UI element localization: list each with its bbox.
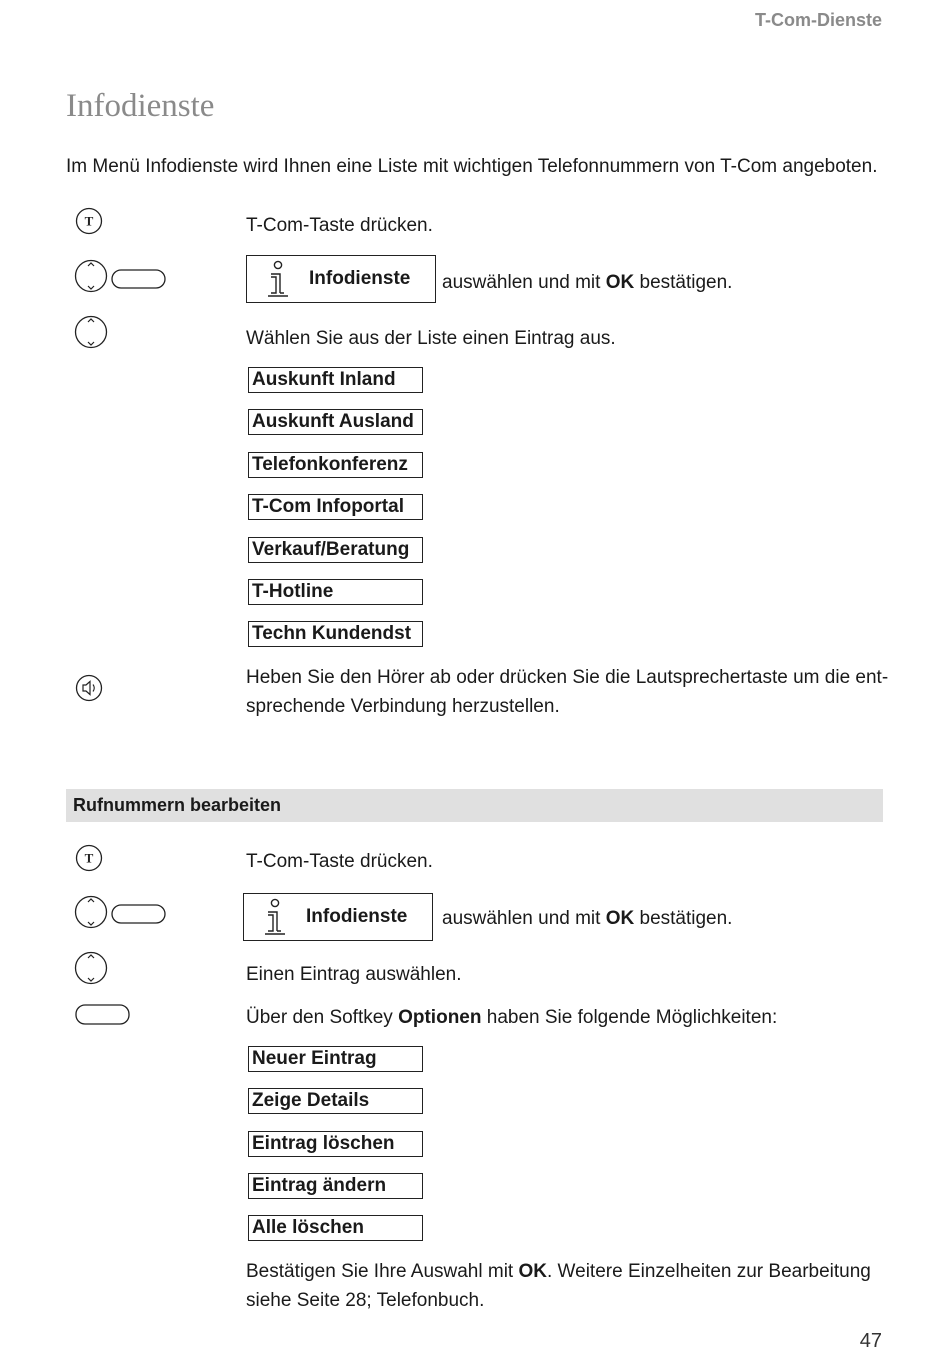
step-handset: Heben Sie den Hörer ab oder drücken Sie die Lautsprechertaste um die ent- sprechende Verbindung herzustellen.	[246, 667, 889, 717]
step-tcom-key: T-Com-Taste drücken.	[246, 215, 433, 236]
menu-item: Verkauf/Beratung	[248, 537, 423, 563]
menu-item: T-Com Infoportal	[248, 494, 423, 520]
display-infodienste	[246, 255, 436, 303]
step-tcom-key: T-Com-Taste drücken.	[246, 851, 433, 872]
option-item: Neuer Eintrag	[248, 1046, 423, 1072]
tcom-key-icon	[75, 844, 103, 872]
nav-key-icon	[75, 316, 109, 350]
nav-key-icon	[75, 952, 109, 986]
tcom-key-icon	[75, 207, 103, 235]
menu-item: Auskunft Ausland	[248, 409, 423, 435]
info-icon	[263, 898, 287, 936]
page-title: Infodienste	[66, 88, 215, 124]
section-heading-band	[66, 789, 883, 822]
menu-item: T-Hotline	[248, 579, 423, 605]
option-item: Alle löschen	[248, 1215, 423, 1241]
nav-key-icon	[75, 260, 167, 294]
display-infodienste	[243, 893, 433, 941]
speaker-key-icon	[75, 674, 103, 702]
running-head: T-Com-Dienste	[754, 10, 882, 30]
menu-item: Techn Kundendst	[248, 621, 423, 647]
option-item: Eintrag ändern	[248, 1173, 423, 1199]
menu-item: Auskunft Inland	[248, 367, 423, 393]
intro-text: Im Menü Infodienste wird Ihnen eine Liste mit wichtigen Telefonnummern von T-Com angeboten.	[66, 156, 878, 177]
menu-item: Telefonkonferenz	[248, 452, 423, 478]
page-number: 47	[859, 1330, 882, 1352]
step-select-confirm: auswählen und mit OK bestätigen.	[442, 908, 733, 929]
softkey-icon	[75, 1004, 131, 1026]
display-label: Infodienste	[309, 268, 411, 289]
display-label: Infodienste	[306, 906, 408, 927]
section-heading: Rufnummern bearbeiten	[73, 795, 282, 815]
option-item: Zeige Details	[248, 1088, 423, 1114]
step-choose-entry: Einen Eintrag auswählen.	[246, 964, 462, 985]
step-softkey-options: Über den Softkey Optionen haben Sie folgende Möglichkeiten:	[246, 1007, 778, 1028]
step-select-confirm: auswählen und mit OK bestätigen.	[442, 272, 733, 293]
step-choose-entry: Wählen Sie aus der Liste einen Eintrag aus.	[246, 328, 616, 349]
nav-key-icon	[75, 896, 167, 930]
svg-text:T: T	[84, 213, 94, 229]
svg-text:T: T	[84, 850, 94, 866]
option-item: Eintrag löschen	[248, 1131, 423, 1157]
step-confirm-selection: Bestätigen Sie Ihre Auswahl mit OK. Weitere Einzelheiten zur Bearbeitung siehe Seite 28; Telefonbuch.	[246, 1261, 871, 1311]
info-icon	[266, 260, 290, 298]
